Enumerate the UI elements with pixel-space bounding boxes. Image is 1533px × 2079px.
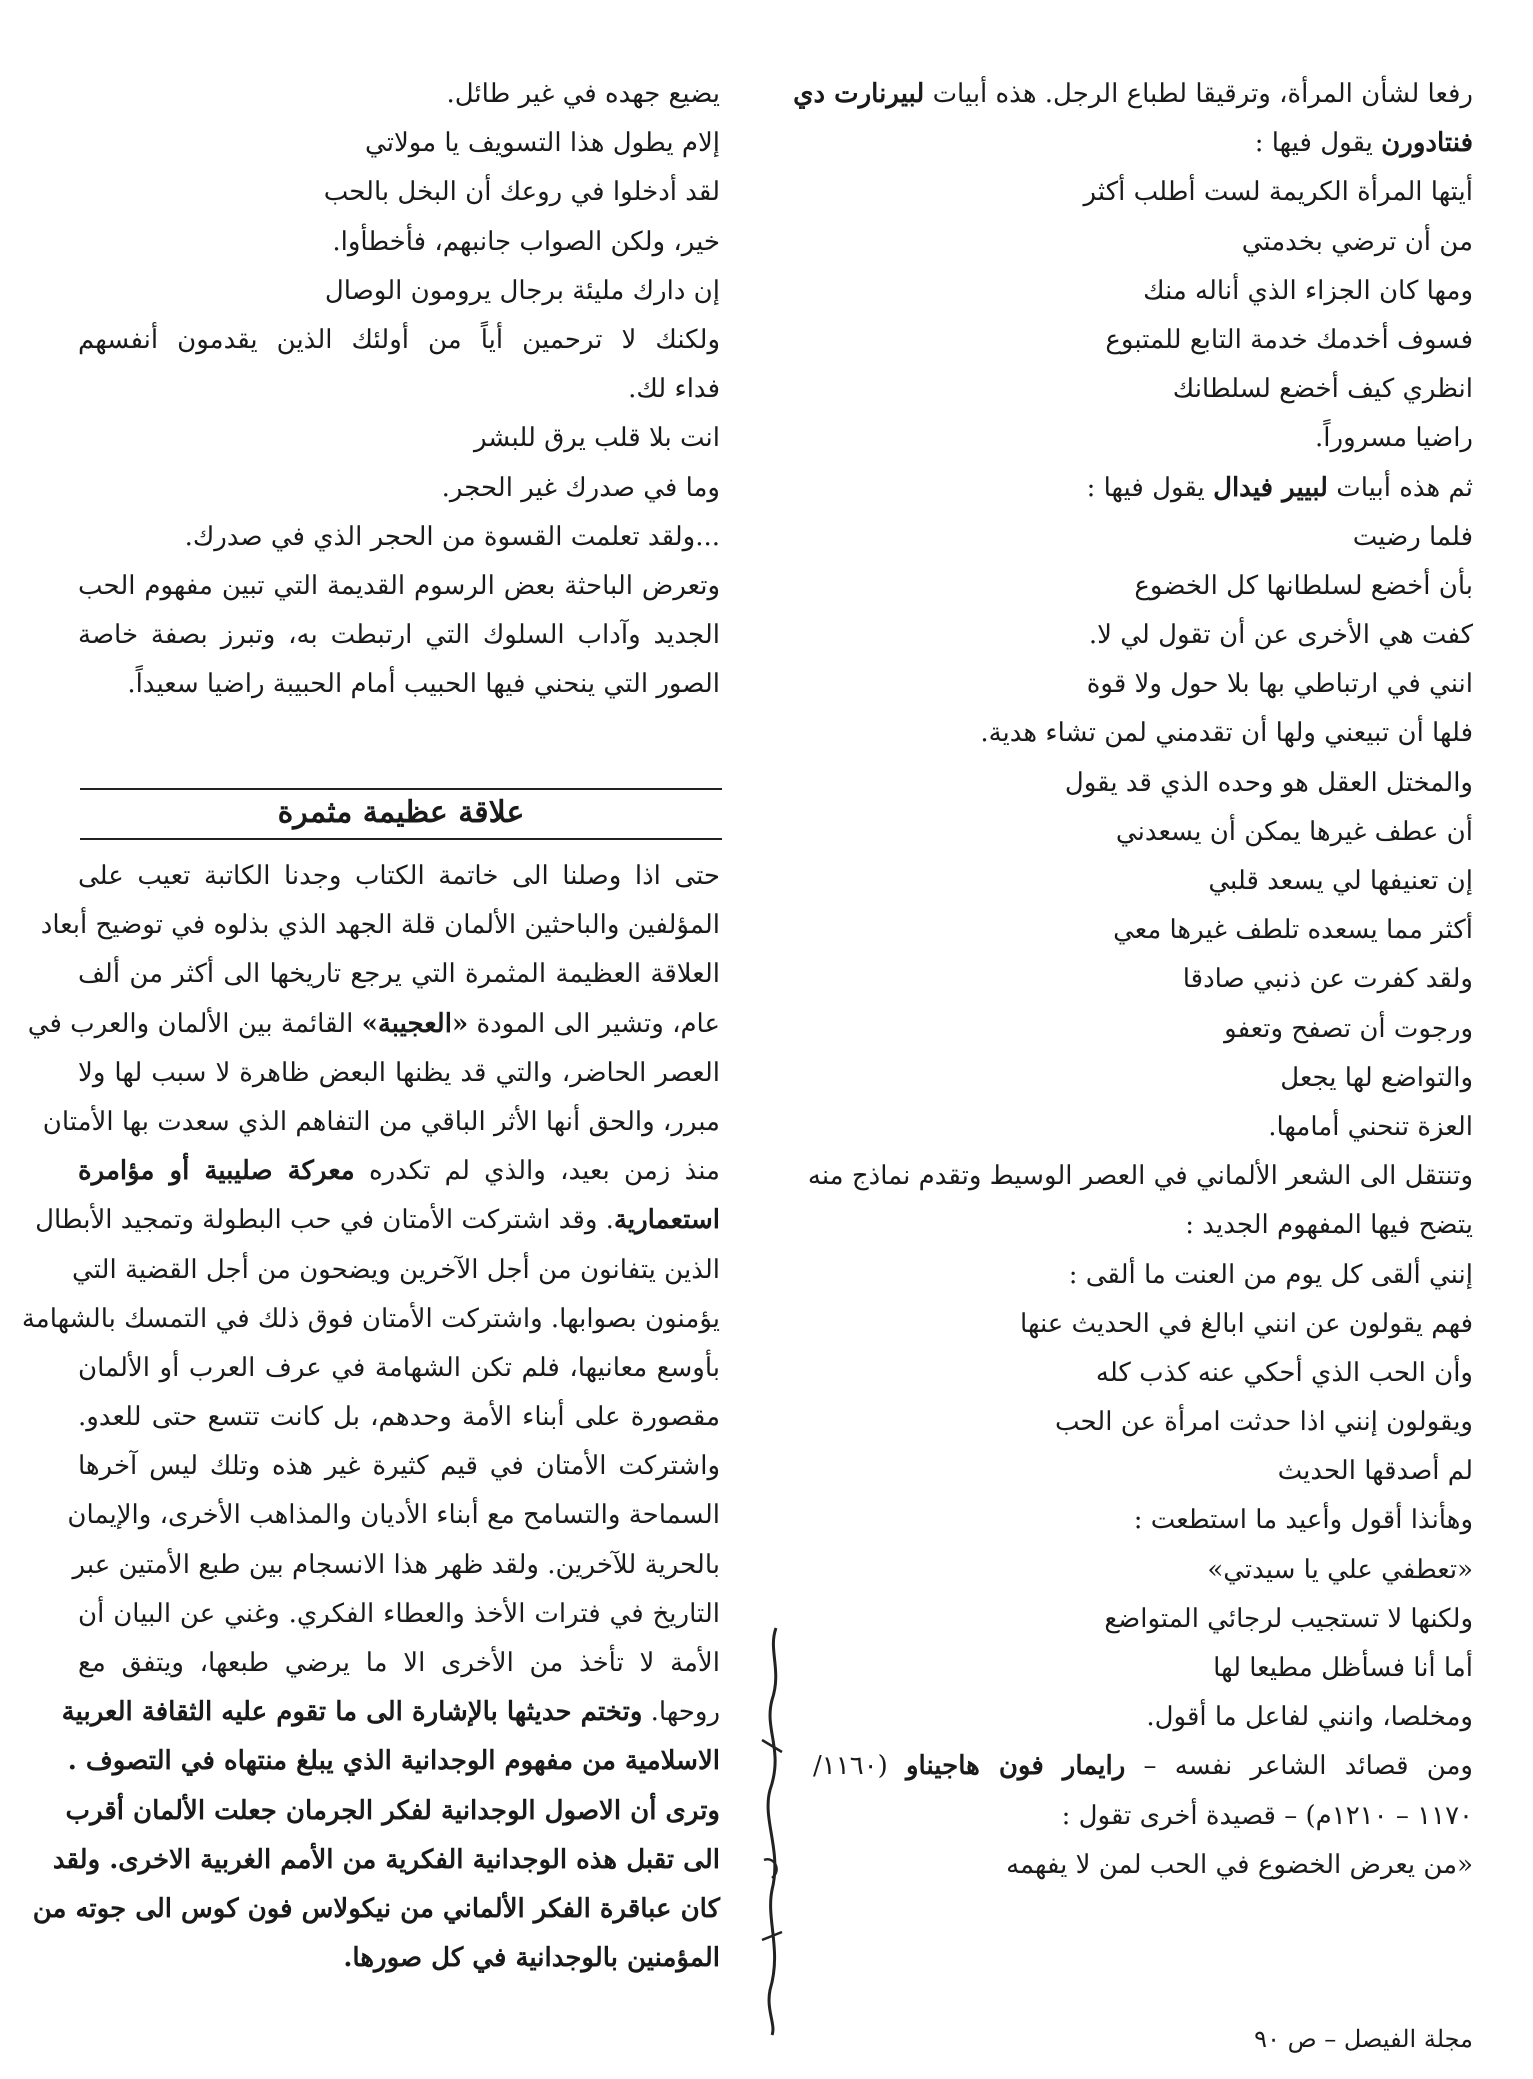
right-column-line [813,906,1473,955]
left-column-body-line [78,852,720,901]
right-column-line [813,562,1473,611]
bold-text: كان عباقرة الفكر الألماني من نيكولاس فون كوس الى جوته من [32,1893,720,1924]
right-column-line [813,1742,1473,1791]
right-column-line [813,808,1473,857]
left-column-body [21,852,720,1983]
text-run: انني في ارتباطي بها بلا حول ولا قوة [1086,669,1473,700]
text-run: أن عطف غيرها يمكن أن يسعدني [1115,816,1473,847]
left-column-body-line [52,1836,720,1885]
text-run: وأن الحب الذي أحكي عنه كذب كله [1095,1357,1473,1388]
right-column-line [813,267,1473,316]
right-column-line [793,70,1473,119]
left-column-body-line [40,901,720,950]
right-column-line [813,513,1473,562]
left-column-top-line [78,464,720,513]
text-run: الذين يتفانون من أجل الآخرين ويضحون من أجل القضية التي [72,1254,720,1285]
left-column-body-line [72,1246,720,1295]
bold-text: فنتادورن [1381,128,1473,159]
right-column-line [813,316,1473,365]
text-run: العزة تنحني أمامها. [1268,1111,1473,1142]
right-column-line [813,611,1473,660]
left-column-body-line [78,950,720,999]
left-column-body-line [67,1737,720,1786]
text-run: بالحرية للآخرين. ولقد ظهر هذا الانسجام بين طبع الأمتين عبر [72,1549,720,1580]
bold-text: استعمارية [613,1205,720,1236]
left-column-top-line [78,168,720,217]
right-column-line [813,955,1473,1004]
text-run: أيتها المرأة الكريمة لست أطلب أكثر [1083,177,1473,208]
text-run: إن تعنيفها لي يسعد قلبي [1208,866,1473,896]
text-run: «تعطفي علي يا سيدتي» [1207,1554,1473,1585]
page-footer: مجلة الفيصل – ص ٩٠ [1254,2025,1473,2053]
right-column-line [813,1595,1473,1644]
text-run: رفعا لشأن المرأة، وترقيقا لطباع الرجل. هذه أبيات [924,79,1473,109]
bold-text: لبيير فيدال [1213,472,1328,503]
left-column-top-line [78,218,720,267]
text-run: خير، ولكن الصواب جانبهم، فأخطأوا. [332,226,720,257]
text-run: الأمة لا تأخذ من الأخرى الا ما يرضي طبعها، ويتفق مع [78,1648,720,1678]
text-run: وتعرض الباحثة بعض الرسوم القديمة التي تبين مفهوم الحب [78,570,720,601]
left-column-body-line [67,1491,720,1540]
left-column-body-line [78,1393,720,1442]
right-column-line [813,119,1473,168]
left-column-top-line [78,513,720,562]
left-column-top-line [78,611,720,660]
right-column-line [813,1005,1473,1054]
text-run: (١١٦٠/ [813,1751,906,1782]
text-run: فلها أن تبيعني ولها أن تقدمني لمن تشاء هدية. [980,718,1473,749]
bold-text: رايمار فون هاجيناو [905,1751,1126,1782]
right-column-line [813,857,1473,906]
text-run: السماحة والتسامح مع أبناء الأديان والمذاهب الأخرى، والإيمان [67,1500,720,1531]
section-bottom-rule [80,838,722,840]
text-run: لقد أدخلوا في روعك أن البخل بالحب [323,177,720,208]
left-column-top-line [78,267,720,316]
text-run: القائمة بين الألمان والعرب في [27,1008,362,1039]
text-run: واشتركت الأمتان في قيم كثيرة غير هذه وتلك ليس آخرها [78,1451,720,1482]
right-column-line [813,1251,1473,1300]
text-run: فداء لك. [628,374,720,405]
left-column-body-line [78,1590,720,1639]
right-column-line [813,1447,1473,1496]
bold-text: وتختم حديثها بالإشارة الى ما تقوم عليه الثقافة العربية [61,1697,643,1728]
text-run: . وقد اشتركت الأمتان في حب البطولة وتمجيد الأبطال [35,1205,614,1236]
text-run: مبرر، والحق أنها الأثر الباقي من التفاهم الذي سعدت بها الأمتان [42,1106,720,1137]
text-run: المؤلفين والباحثين الألمان قلة الجهد الذي بذلوه في توضيح أبعاد [40,910,720,941]
text-run: ويقولون إنني اذا حدثت امرأة عن الحب [1054,1407,1473,1438]
right-column [793,70,1473,1890]
right-column-line [813,1693,1473,1742]
right-column-line [813,1792,1473,1841]
left-column-top-line [78,660,720,709]
left-column-body-line [78,1639,720,1688]
text-run: أكثر مما يسعده تلطف غيرها معي [1113,915,1473,946]
right-column-line [813,660,1473,709]
left-column-top [78,70,720,709]
right-column-line [813,218,1473,267]
left-column-body-line [65,1787,720,1836]
text-run: ولقد كفرت عن ذنبي صادقا [1182,964,1473,995]
text-run: ١١٧٠ – ١٢١٠م) – قصيدة أخرى تقول : [1061,1800,1473,1831]
left-column-top-line [78,70,720,119]
text-run: ومن قصائد الشاعر نفسه – [1125,1751,1473,1782]
text-run: انظري كيف أخضع لسلطانك [1172,374,1473,405]
text-run: انت بلا قلب يرق للبشر [473,423,720,454]
bold-text: الاسلامية من مفهوم الوجدانية الذي يبلغ منتهاه في التصوف . [67,1746,720,1777]
text-run: وهأنذا أقول وأعيد ما استطعت : [1133,1505,1473,1536]
text-run: يقول فيها : [1086,472,1214,503]
left-column-top-line [78,414,720,463]
text-run: فهم يقولون عن انني ابالغ في الحديث عنها [1020,1308,1473,1339]
text-run: ...ولقد تعلمت القسوة من الحجر الذي في صدرك. [184,521,720,552]
right-column-line [813,1201,1473,1250]
left-column-body-line [78,1049,720,1098]
text-run: وما في صدرك غير الحجر. [441,472,720,503]
text-run: فلما رضيت [1352,521,1473,552]
text-run: مقصورة على أبناء الأمة وحدهم، بل كانت تتسع حتى للعدو. [78,1402,720,1433]
text-run: يقول فيها : [1254,128,1382,159]
text-run: إنني ألقى كل يوم من العنت ما ألقى : [1068,1259,1473,1290]
right-column-line [813,365,1473,414]
text-run: العصر الحاضر، والتي قد يظنها البعض ظاهرة لا سبب لها ولا [78,1057,720,1088]
right-column-line [813,1103,1473,1152]
text-run: راضيا مسروراً. [1315,423,1473,454]
right-column-line [813,168,1473,217]
right-column-line [813,1546,1473,1595]
text-run: وتنتقل الى الشعر الألماني في العصر الوسيط وتقدم نماذج منه [807,1161,1473,1192]
left-column-body-line [78,1147,720,1196]
section-title: علاقة عظيمة مثمرة [277,795,525,830]
text-run: بأوسع معانيها، فلم تكن الشهامة في عرف العرب أو الألمان [78,1352,720,1383]
text-run: بأن أخضع لسلطانها كل الخضوع [1134,570,1473,601]
left-column-top-line [78,562,720,611]
left-column-body-line [78,1442,720,1491]
bold-text: «العجيبة» [361,1008,469,1039]
left-column-body-line [35,1196,720,1245]
text-run: ولكنها لا تستجيب لرجائي المتواضع [1104,1603,1473,1634]
text-run: إلام يطول هذا التسويف يا مولاتي [365,128,720,159]
text-run: «من يعرض الخضوع في الحب لمن لا يفهمه [1006,1849,1473,1880]
right-column-line [807,1152,1473,1201]
right-column-line [813,464,1473,513]
text-run: فسوف أخدمك خدمة التابع للمتبوع [1105,324,1473,355]
text-run: عام، وتشير الى المودة [468,1008,720,1039]
text-run: حتى اذا وصلنا الى خاتمة الكتاب وجدنا الكاتبة تعيب على [78,861,720,891]
right-column-line [813,1054,1473,1103]
right-column-line [813,1398,1473,1447]
left-column-body-line [61,1688,720,1737]
right-column-line [813,759,1473,808]
text-run: روحها. [642,1697,720,1728]
text-run: يضيع جهده في غير طائل. [446,79,720,109]
text-run: منذ زمن بعيد، والذي لم تكدره [354,1156,720,1187]
text-run: التاريخ في فترات الأخذ والعطاء الفكري. وغني عن البيان أن [78,1598,720,1629]
section-top-rule [80,788,722,790]
right-column-line [813,1841,1473,1890]
handwritten-signature [748,1620,798,2040]
text-run: لم أصدقها الحديث [1277,1456,1473,1487]
bold-text: لبيرنارت دي [793,79,925,109]
text-run: يؤمنون بصوابها. واشتركت الأمتان فوق ذلك في التمسك بالشهامة [21,1303,720,1334]
bold-text: معركة صليبية أو مؤامرة [78,1156,355,1187]
bold-text: وترى أن الاصول الوجدانية لفكر الجرمان جعلت الألمان أقرب [65,1795,720,1826]
right-column-line [813,1496,1473,1545]
right-column-line [813,414,1473,463]
text-run: أما أنا فسأظل مطيعا لها [1213,1653,1473,1683]
left-column-body-line [78,1934,720,1983]
text-run: من أن ترضي بخدمتي [1241,226,1473,257]
right-column-line [813,709,1473,758]
text-run: ولكنك لا ترحمين أياً من أولئك الذين يقدمون أنفسهم [78,324,720,355]
right-column-line [813,1644,1473,1693]
bold-text: الى تقبل هذه الوجدانية الفكرية من الأمم الغربية الاخرى. ولقد [52,1844,720,1875]
text-run: والمختل العقل هو وحده الذي قد يقول [1064,767,1473,798]
left-column-top-line [78,365,720,414]
left-column [78,70,720,709]
left-column-top-line [78,316,720,365]
left-column-top-line [78,119,720,168]
left-column-body-line [27,1000,720,1049]
text-run: ومخلصا، وانني لفاعل ما أقول. [1146,1702,1473,1733]
text-run: ثم هذه أبيات [1327,472,1473,503]
right-column-line [813,1349,1473,1398]
bold-text: المؤمنين بالوجدانية في كل صورها. [343,1943,720,1974]
left-column-body-line [32,1885,720,1934]
text-run: ومها كان الجزاء الذي أناله منك [1143,275,1473,306]
text-run: الجديد وآداب السلوك التي ارتبطت به، وتبرز بصفة خاصة [78,620,720,651]
text-run: كفت هي الأخرى عن أن تقول لي لا. [1088,620,1473,651]
left-column-body-line [78,1344,720,1393]
left-column-body-line [42,1098,720,1147]
text-run: إن دارك مليئة برجال يرومون الوصال [324,275,720,306]
right-column-line [813,1300,1473,1349]
text-run: والتواضع لها يجعل [1280,1062,1473,1093]
text-run: الصور التي ينحني فيها الحبيب أمام الحبيبة راضيا سعيداً. [127,669,720,700]
left-column-body-line [21,1295,720,1344]
text-run: العلاقة العظيمة المثمرة التي يرجع تاريخها الى أكثر من ألف [78,959,720,990]
text-run: يتضح فيها المفهوم الجديد : [1185,1210,1473,1241]
left-column-body-line [72,1541,720,1590]
text-run: ورجوت أن تصفح وتعفو [1224,1013,1473,1044]
